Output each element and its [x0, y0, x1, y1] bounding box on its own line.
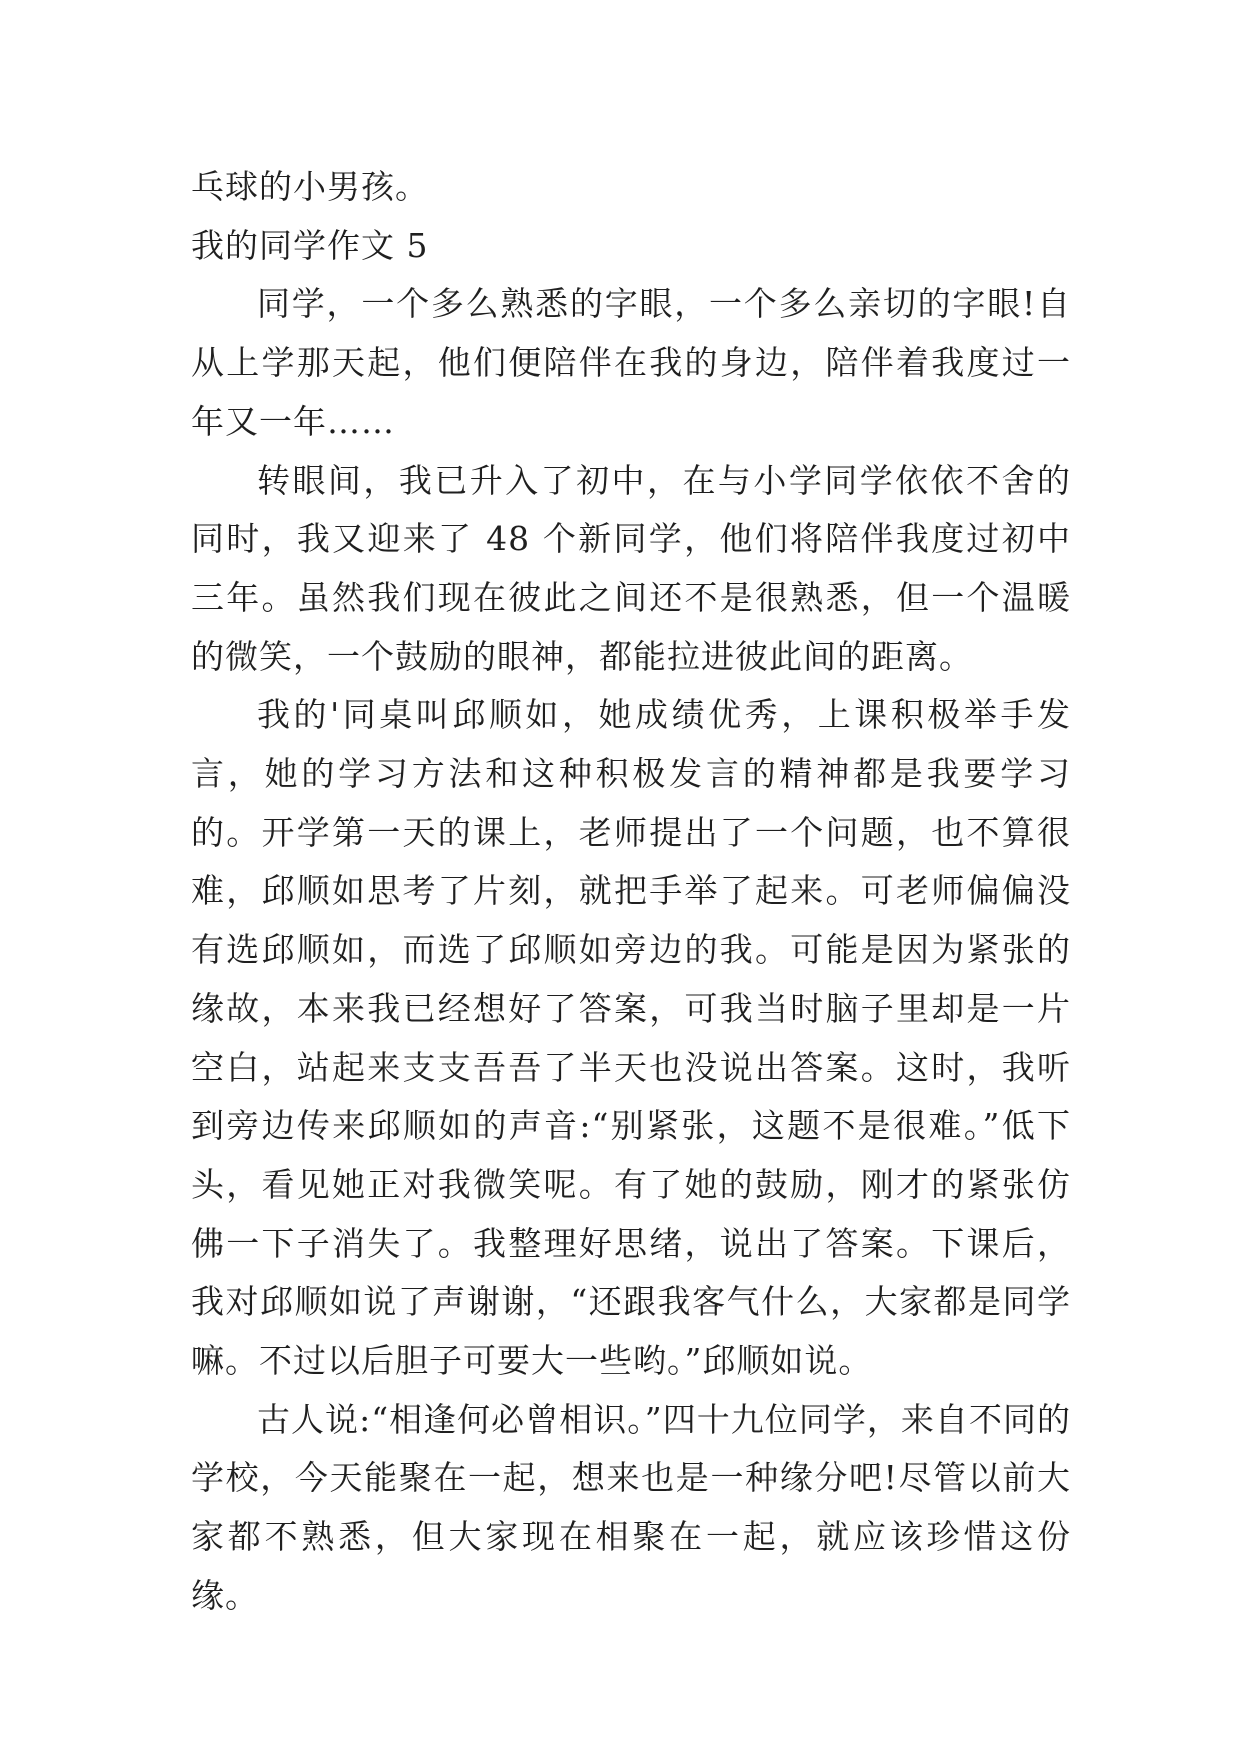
document-body: [191, 158, 1071, 1626]
paragraph-3: 我的'同桌叫邱顺如，她成绩优秀，上课积极举手发言，她的学习方法和这种积极发言的精神都是我要学习的。开学第一天的课上，老师提出了一个问题，也不算很难，邱顺如思考了片刻，就把手举了起来。可老师偏偏没有选邱顺如，而选了邱顺如旁边的我。可能是因为紧张的缘故，本来我已经想好了答案，可我当时脑子里却是一片空白，站起来支支吾吾了半天也没说出答案。这时，我听到旁边传来邱顺如的声音:“别紧张，这题不是很难。”低下头，看见她正对我微笑呢。有了她的鼓励，刚才的紧张仿佛一下子消失了。我整理好思绪，说出了答案。下课后，我对邱顺如说了声谢谢，“还跟我客气什么，大家都是同学嘛。不过以后胆子可要大一些哟。”邱顺如说。: [191, 695, 1071, 1381]
paragraph-1: 同学，一个多么熟悉的字眼，一个多么亲切的字眼!自从上学那天起，他们便陪伴在我的身边，陪伴着我度过一年又一年……: [191, 284, 1071, 441]
paragraph-4: 古人说:“相逢何必曾相识。”四十九位同学，来自不同的学校，今天能聚在一起，想来也是一种缘分吧!尽管以前大家都不熟悉，但大家现在相聚在一起，就应该珍惜这份缘。: [191, 1399, 1071, 1615]
essay-title: 我的同学作文 5: [191, 225, 429, 265]
continued-line: 乓球的小男孩。: [191, 167, 429, 206]
paragraph-2: 转眼间，我已升入了初中，在与小学同学依依不舍的同时，我又迎来了 48 个新同学，他们将陪伴我度过初中三年。虽然我们现在彼此之间还不是很熟悉，但一个温暖的微笑，一个鼓励的眼神，都能拉进彼此间的距离。: [191, 460, 1071, 676]
